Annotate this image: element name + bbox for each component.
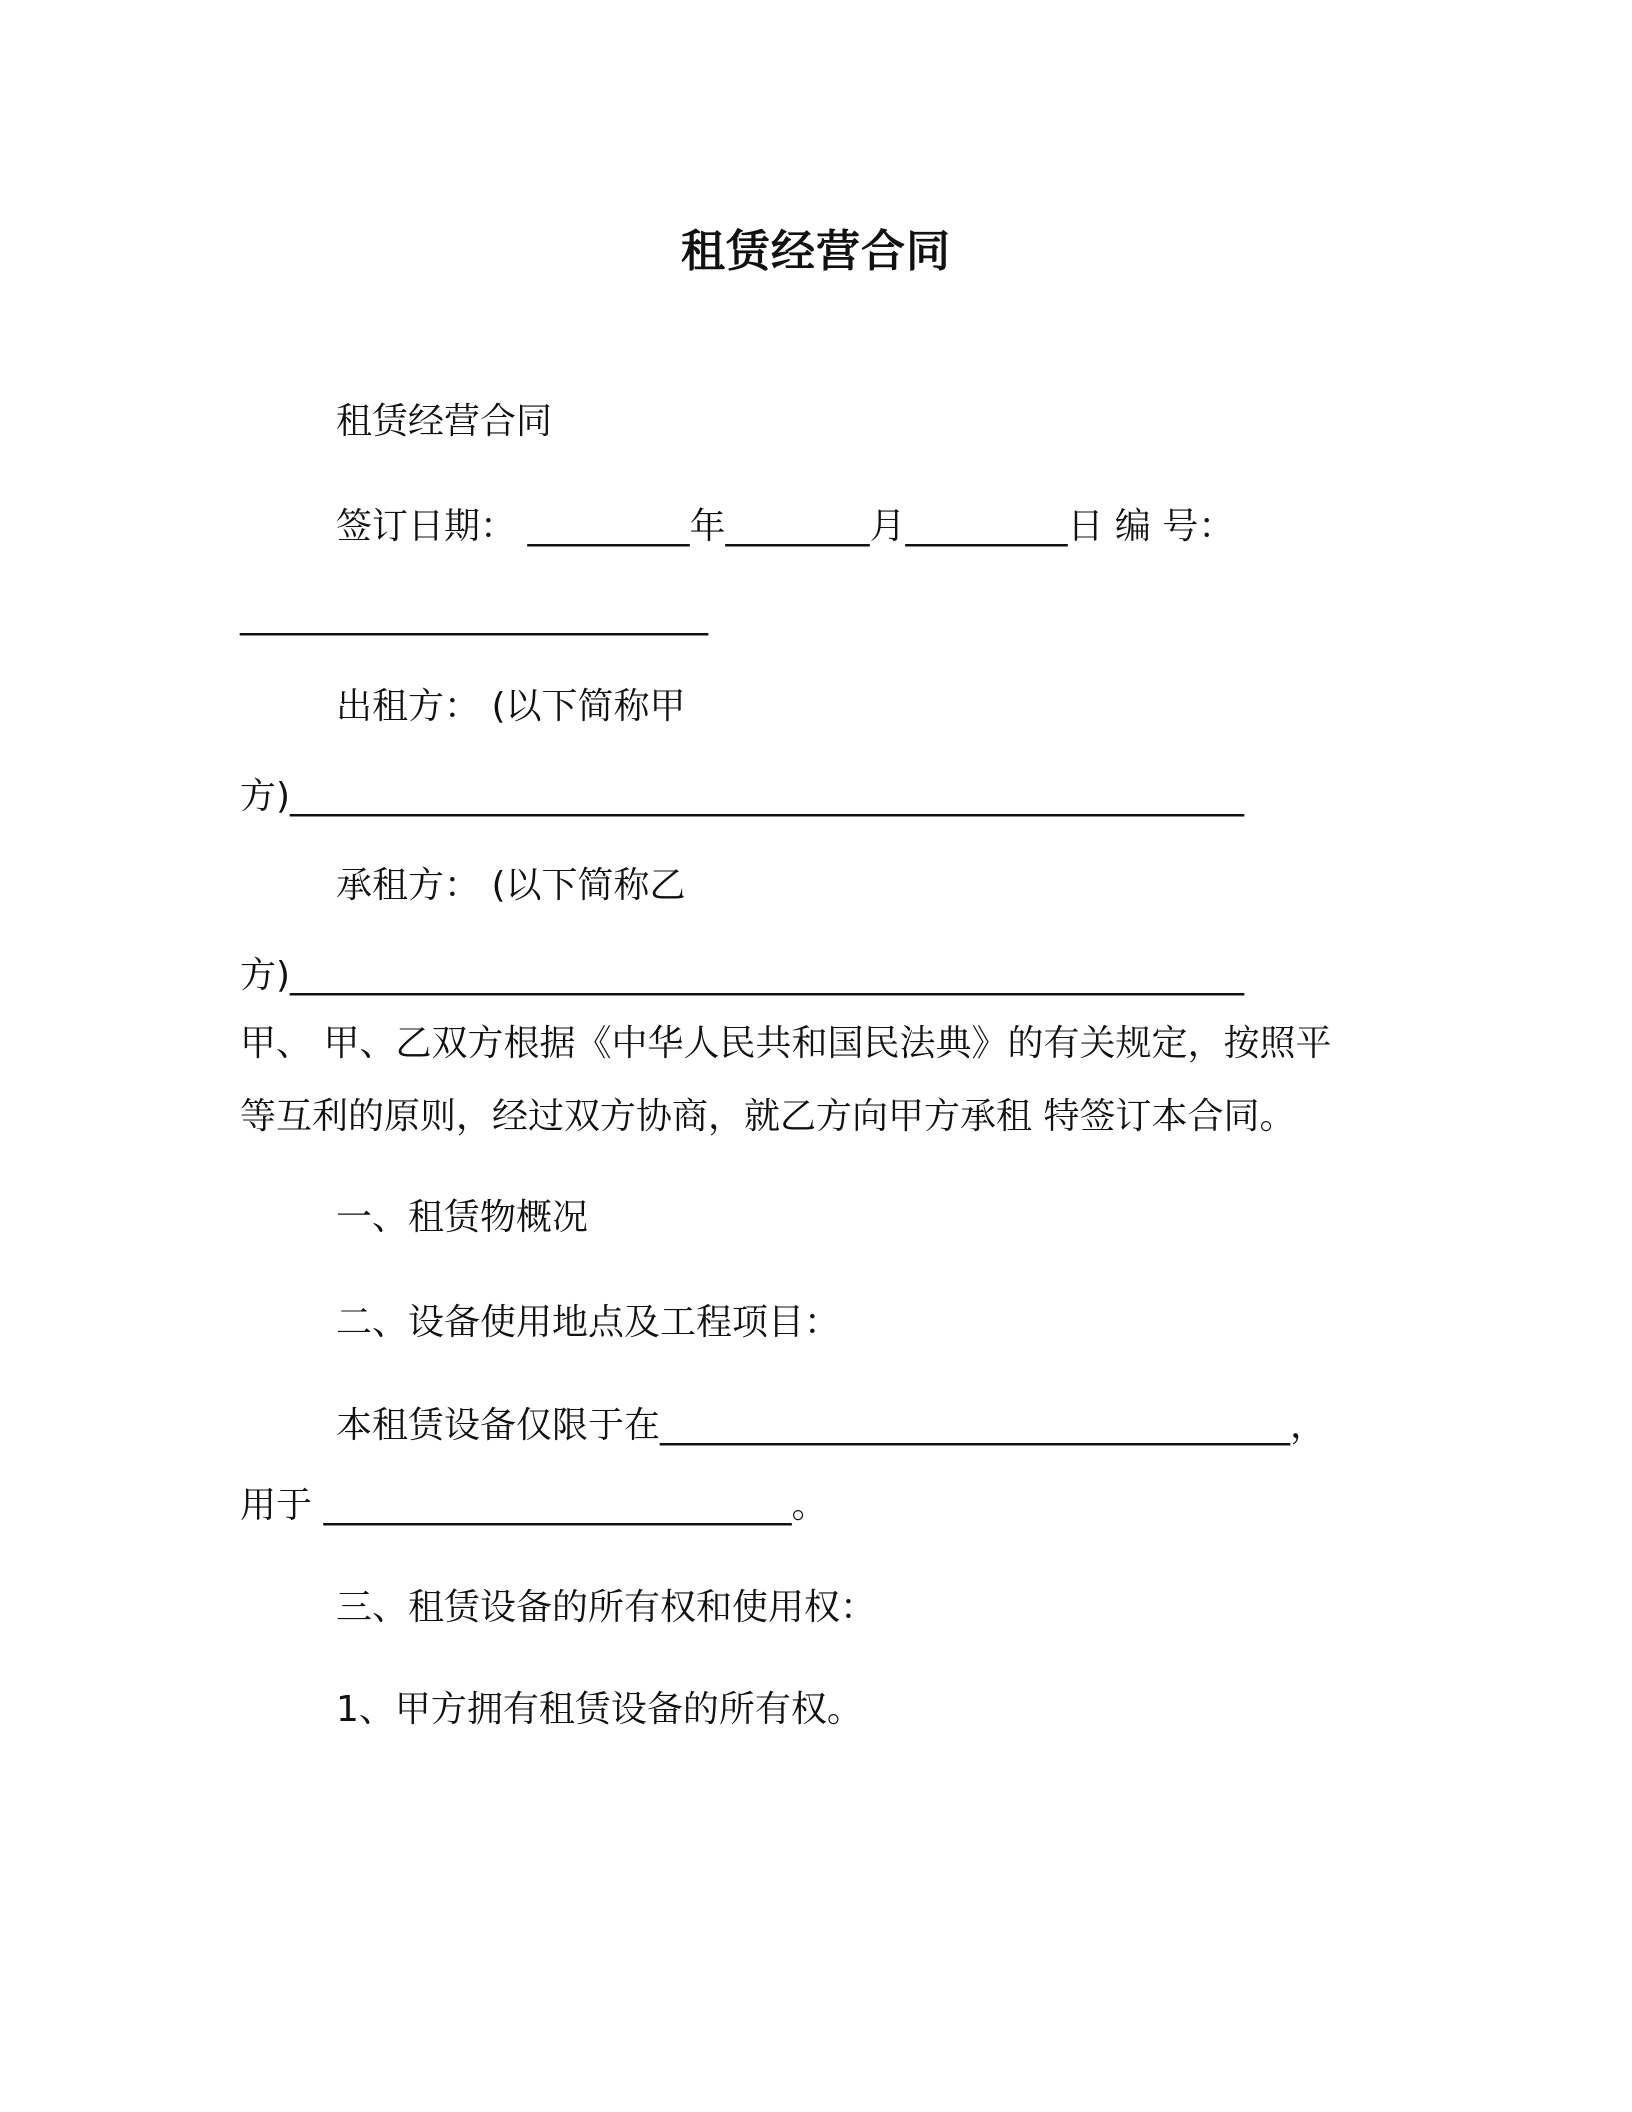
preamble-line-2: 等互利的原则，经过双方协商，就乙方向甲方承租 特签订本合同。 [240,1096,1296,1137]
contract-heading: 租赁经营合同 [336,401,553,442]
usage-location-line: 本租赁设备仅限于在___________________________________， [336,1405,1327,1446]
contract-number-blank: __________________________ [240,595,708,636]
lessee-label: 承租方： (以下简称乙 [336,865,686,906]
lessee-blank: 方)_____________________________________________________ [240,955,1245,996]
usage-purpose-line: 用于 __________________________。 [240,1485,828,1526]
clause-3-1: 1、甲方拥有租赁设备的所有权。 [336,1689,863,1730]
lessor-blank: 方)_____________________________________________________ [240,776,1245,817]
section-3-heading: 三、租赁设备的所有权和使用权： [336,1587,877,1628]
signing-date-line: 签订日期： _________年________月_________日 编 号： [336,506,1235,547]
document-title: 租赁经营合同 [681,226,951,277]
section-1-heading: 一、租赁物概况 [336,1197,589,1238]
section-2-heading: 二、设备使用地点及工程项目： [336,1302,841,1343]
lessor-label: 出租方： (以下简称甲 [336,686,686,727]
preamble-line-1: 甲、 甲、乙双方根据《中华人民共和国民法典》的有关规定，按照平 [240,1023,1332,1064]
